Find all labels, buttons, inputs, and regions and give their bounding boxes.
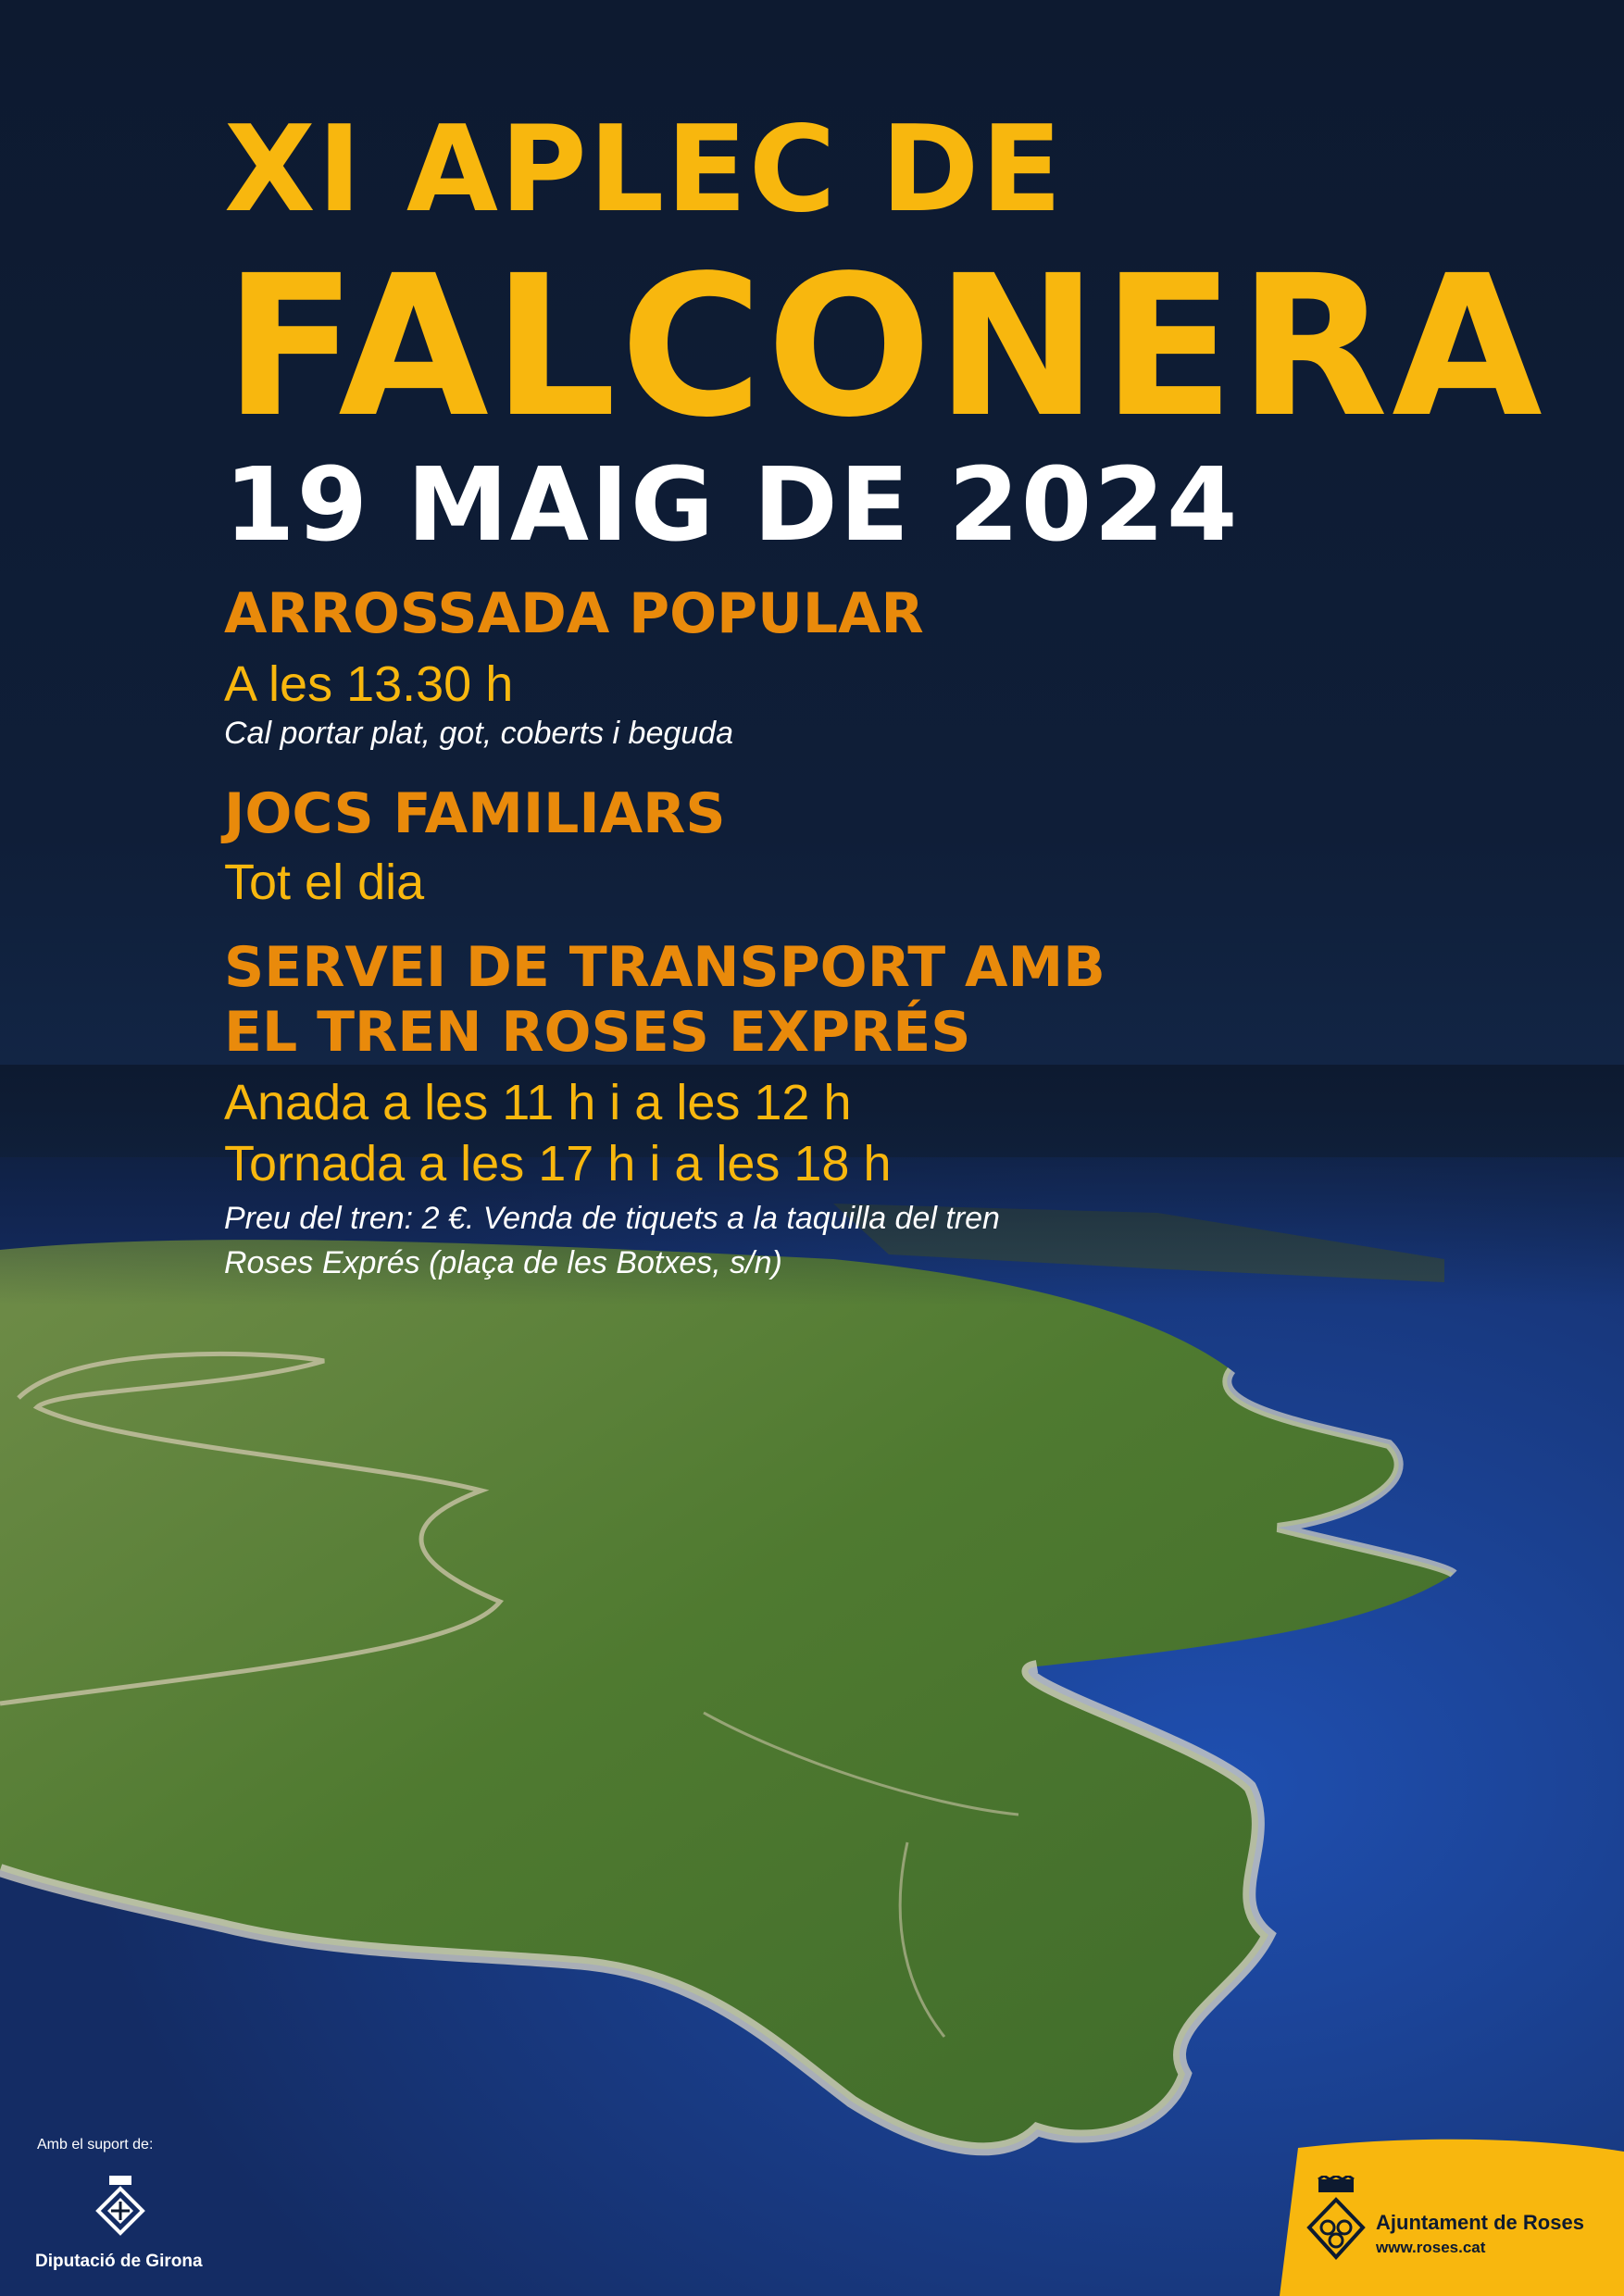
event-note-arrossada: Cal portar plat, got, coberts i beguda xyxy=(224,716,733,751)
event-heading-transport-1: SERVEI DE TRANSPORT AMB xyxy=(224,935,1106,1000)
event-time-arrossada: A les 13.30 h xyxy=(224,656,514,712)
event-time-jocs: Tot el dia xyxy=(224,855,425,910)
event-heading-jocs: JOCS FAMILIARS xyxy=(224,781,726,846)
transport-return: Tornada a les 17 h i a les 18 h xyxy=(224,1136,892,1192)
event-date: 19 MAIG DE 2024 xyxy=(224,445,1240,564)
ajuntament-website: www.roses.cat xyxy=(1376,2239,1486,2256)
event-heading-arrossada: ARROSSADA POPULAR xyxy=(224,581,924,646)
title-line-2: FALCONERA xyxy=(224,233,1546,460)
transport-note-2: Roses Exprés (plaça de les Botxes, s/n) xyxy=(224,1245,782,1280)
ajuntament-name: Ajuntament de Roses xyxy=(1376,2211,1584,2234)
roses-crest-icon xyxy=(1305,2176,1367,2265)
diputacio-crest-icon xyxy=(91,2172,150,2246)
transport-note-1: Preu del tren: 2 €. Venda de tiquets a la taquilla del tren xyxy=(224,1201,1000,1236)
support-label: Amb el suport de: xyxy=(37,2137,154,2152)
transport-outbound: Anada a les 11 h i a les 12 h xyxy=(224,1075,852,1130)
event-heading-transport-2: EL TREN ROSES EXPRÉS xyxy=(224,1000,971,1065)
diputacio-name: Diputació de Girona xyxy=(35,2252,203,2271)
title-line-1: XI APLEC DE xyxy=(224,101,1064,239)
